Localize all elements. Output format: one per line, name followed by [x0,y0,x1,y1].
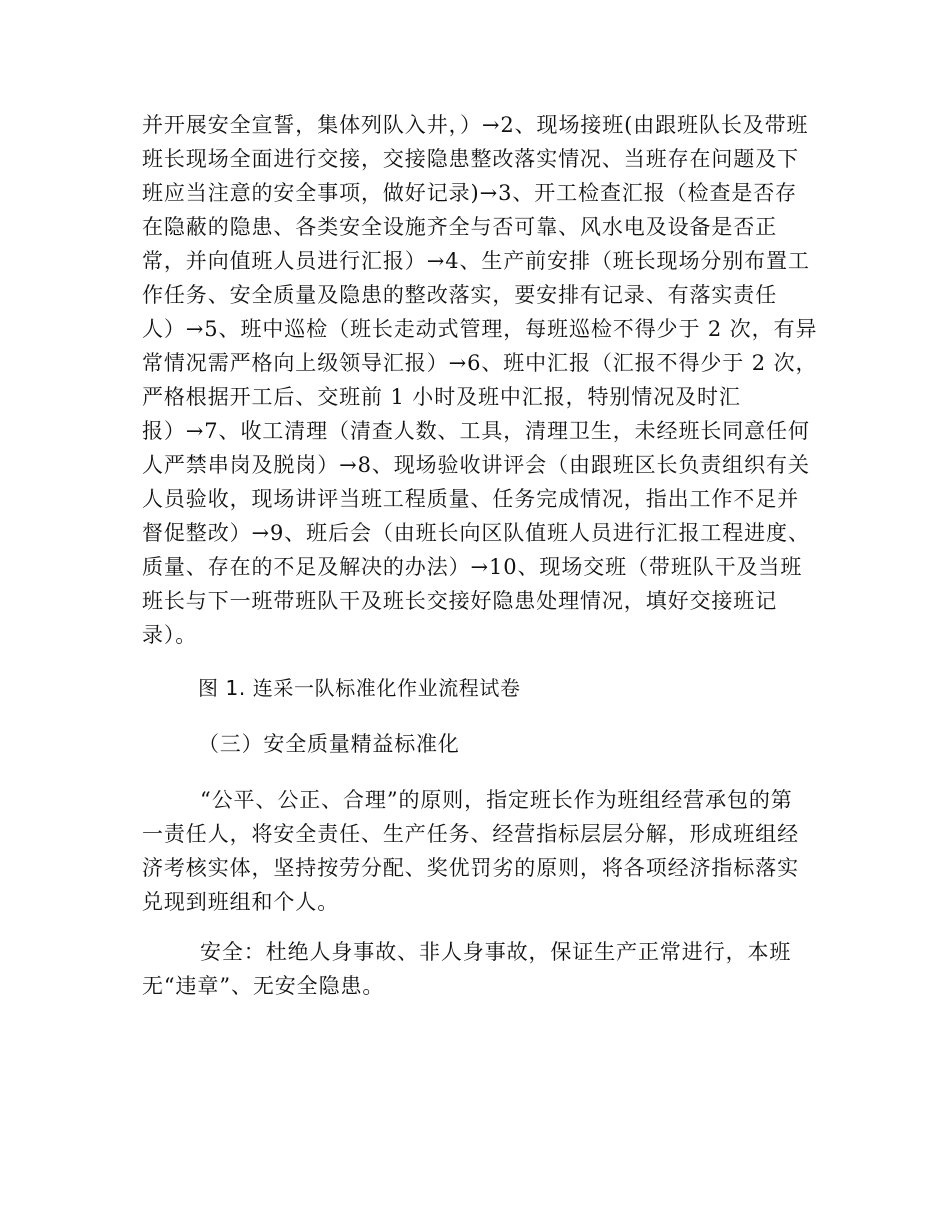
paragraph-line: 安全：杜绝人身事故、非人身事故，保证生产正常进行，本班 [200,940,792,964]
figure-caption: 图 1. 连采一队标准化作业流程试卷 [198,676,521,700]
paragraph-line: 人员验收，现场讲评当班工程质量、任务完成情况，指出工作不足并 [142,487,799,511]
paragraph-line: 并开展安全宣誓，集体列队入井，）→2、现场接班(由跟班队长及带班 [142,113,809,137]
paragraph-line: 督促整改）→9、班后会（由班长向区队值班人员进行汇报工程进度、 [142,521,810,545]
paragraph-line: 一责任人，将安全责任、生产任务、经营指标层层分解，形成班组经 [142,822,799,846]
paragraph-line: 班应当注意的安全事项，做好记录)→3、开工检查汇报（检查是否存 [142,181,798,205]
section-heading: （三）安全质量精益标准化 [198,732,460,756]
paragraph-line: “公平、公正、合理”的原则，指定班长作为班组经营承包的第 [200,788,793,812]
paragraph-line: 常，并向值班人员进行汇报）→4、生产前安排（班长现场分别布置工 [142,249,810,273]
paragraph-line: 济考核实体，坚持按劳分配、奖优罚劣的原则，将各项经济指标落实 [142,856,799,880]
paragraph-line: 班长与下一班带班队干及班长交接好隐患处理情况，填好交接班记 [142,589,778,613]
paragraph-line: 录）。 [142,623,198,647]
paragraph-line: 在隐蔽的隐患、各类安全设施齐全与否可靠、风水电及设备是否正 [142,215,778,239]
paragraph-line: 质量、存在的不足及解决的办法）→10、现场交班（带班队干及当班 [142,555,803,579]
safety-paragraph [142,935,808,1003]
paragraph-line: 兑现到班组和个人。 [142,890,340,914]
paragraph-line: 班长现场全面进行交接，交接隐患整改落实情况、当班存在问题及下 [142,147,799,171]
paragraph-line: 常情况需严格向上级领导汇报）→6、班中汇报（汇报不得少于 2 次， [142,351,818,375]
paragraph-line: 作任务、安全质量及隐患的整改落实，要安排有记录、有落实责任 [142,283,778,307]
paragraph-line: 报）→7、收工清理（清查人数、工具，清理卫生，未经班长同意任何 [142,419,810,443]
flow-paragraph [142,108,818,652]
paragraph-line: 无“违章”、无安全隐患。 [142,974,385,998]
paragraph-line: 人）→5、班中巡检（班长走动式管理，每班巡检不得少于 2 次，有异 [142,317,818,341]
paragraph-line: 人严禁串岗及脱岗）→8、现场验收讲评会（由跟班区长负责组织有关 [142,453,810,477]
principle-paragraph [142,783,808,919]
paragraph-line: 严格根据开工后、交班前 1 小时及班中汇报，特别情况及时汇 [142,385,741,409]
page-content [142,108,818,1003]
